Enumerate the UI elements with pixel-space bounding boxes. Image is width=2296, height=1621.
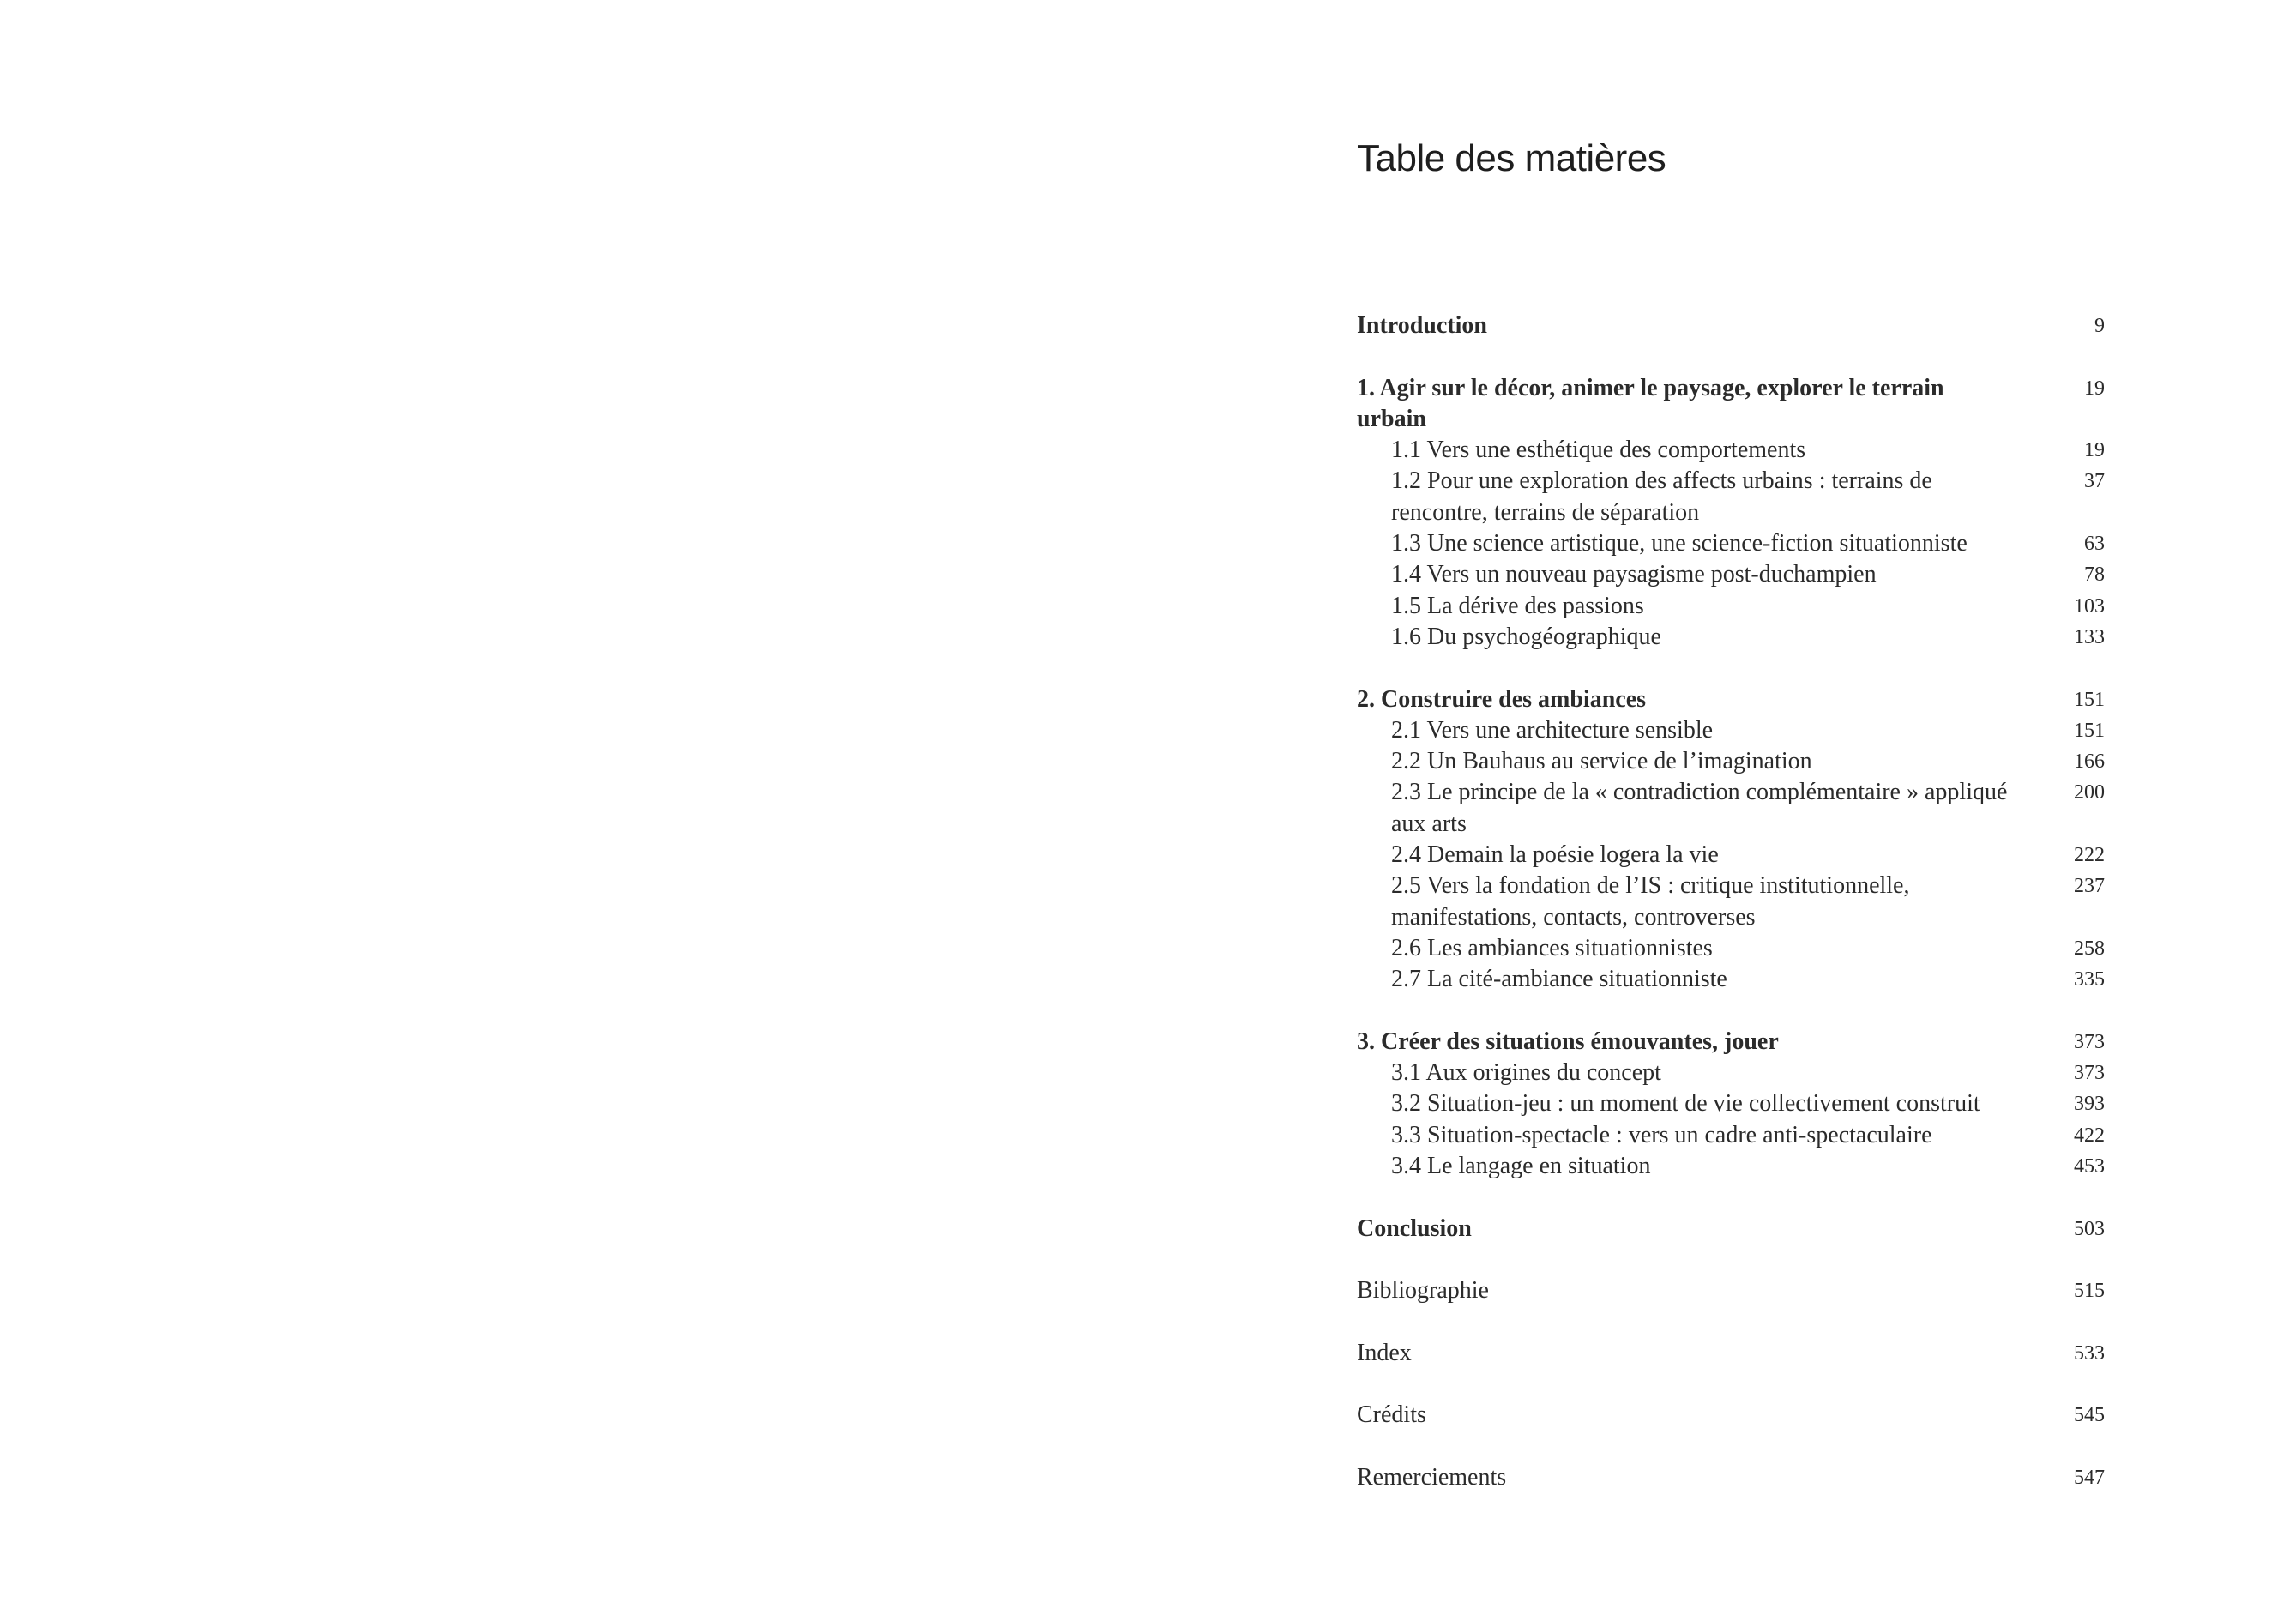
toc-page-number: 373	[2074, 1062, 2105, 1085]
toc-entry-label: Introduction	[1357, 312, 1487, 339]
toc-entry-label: Remerciements	[1357, 1463, 1507, 1491]
toc-entry-heading[interactable]	[1357, 684, 2105, 715]
toc-entry-label: 1.1 Vers une esthétique des comportements	[1391, 437, 1806, 464]
toc-entry-heading[interactable]	[1357, 1027, 2105, 1058]
toc-entry-label: 2.7 La cité-ambiance situationniste	[1391, 966, 1727, 993]
toc-entry-label: 3. Créer des situations émouvantes, jouer	[1357, 1027, 1779, 1055]
toc-entry-label: Crédits	[1357, 1401, 1426, 1429]
toc-page-number: 422	[2074, 1124, 2105, 1147]
section-spacer	[1357, 996, 2105, 1027]
toc-entry-subsection[interactable]	[1357, 466, 2105, 528]
section-spacer	[1357, 1182, 2105, 1213]
toc-entry-subsection[interactable]	[1357, 871, 2105, 933]
toc-entry-heading[interactable]	[1357, 1338, 2105, 1369]
toc-entry-label: 1.2 Pour une exploration des affects urbains : terrains de rencontre, terrains de séparation	[1391, 467, 1932, 526]
toc-entry-subsection[interactable]	[1357, 715, 2105, 746]
toc-entry-label: 3.1 Aux origines du concept	[1391, 1059, 1661, 1087]
toc-entry-label: 3.2 Situation-jeu : un moment de vie collectivement construit	[1391, 1090, 1980, 1118]
toc-entry-subsection[interactable]	[1357, 777, 2105, 840]
toc-entry-label: 2.1 Vers une architecture sensible	[1391, 716, 1714, 744]
toc-entry-subsection[interactable]	[1357, 1151, 2105, 1182]
toc-entry-subsection[interactable]	[1357, 1058, 2105, 1088]
section-spacer	[1357, 1369, 2105, 1400]
toc-page-number: 335	[2074, 968, 2105, 991]
toc-page-number: 37	[2084, 470, 2105, 493]
toc-entry-subsection[interactable]	[1357, 622, 2105, 653]
toc-page-number: 503	[2074, 1217, 2105, 1240]
toc-entry-subsection[interactable]	[1357, 1120, 2105, 1151]
toc-page-number: 151	[2074, 719, 2105, 742]
toc-entry-subsection[interactable]	[1357, 840, 2105, 871]
toc-entry-subsection[interactable]	[1357, 528, 2105, 559]
toc-entry-subsection[interactable]	[1357, 1088, 2105, 1119]
toc-entry-label: 2.4 Demain la poésie logera la vie	[1391, 841, 1719, 869]
toc-page-number: 545	[2074, 1404, 2105, 1427]
toc-entry-label: 3.4 Le langage en situation	[1391, 1153, 1651, 1180]
toc-entry-subsection[interactable]	[1357, 933, 2105, 964]
toc-entry-subsection[interactable]	[1357, 964, 2105, 995]
page-title: Table des matières	[1357, 137, 1666, 179]
toc-entry-heading[interactable]	[1357, 1214, 2105, 1244]
section-spacer	[1357, 1244, 2105, 1275]
toc-entry-label: 3.3 Situation-spectacle : vers un cadre anti-spectaculaire	[1391, 1121, 1932, 1148]
section-spacer	[1357, 341, 2105, 372]
toc-entry-label: Index	[1357, 1339, 1412, 1366]
section-spacer	[1357, 653, 2105, 684]
toc-entry-label: 2.3 Le principe de la « contradiction complémentaire » appliqué aux arts	[1391, 779, 2008, 837]
toc-page-number: 237	[2074, 875, 2105, 898]
toc-entry-heading[interactable]	[1357, 1400, 2105, 1431]
toc-page-number: 373	[2074, 1030, 2105, 1053]
toc-entry-heading[interactable]	[1357, 373, 2105, 436]
toc-page-number: 166	[2074, 750, 2105, 774]
section-spacer	[1357, 1307, 2105, 1338]
toc-page-number: 533	[2074, 1341, 2105, 1365]
toc-page-number: 200	[2074, 781, 2105, 804]
toc-page-number: 453	[2074, 1155, 2105, 1178]
toc-entry-label: 1.4 Vers un nouveau paysagisme post-duchampien	[1391, 561, 1877, 588]
toc-page-number: 19	[2084, 377, 2105, 400]
toc-entry-heading[interactable]	[1357, 1462, 2105, 1493]
toc-page-number: 515	[2074, 1280, 2105, 1303]
toc-page-number: 222	[2074, 844, 2105, 867]
toc-page-number: 393	[2074, 1093, 2105, 1116]
toc-entry-label: 2.5 Vers la fondation de l’IS : critique institutionnelle, manifestations, contacts, controverses	[1391, 872, 1910, 931]
toc-entry-subsection[interactable]	[1357, 746, 2105, 777]
toc-page-number: 547	[2074, 1466, 2105, 1489]
toc-entry-label: 2.2 Un Bauhaus au service de l’imagination	[1391, 748, 1812, 775]
toc-page-number: 258	[2074, 937, 2105, 960]
toc-entry-heading[interactable]	[1357, 1275, 2105, 1306]
toc-entry-label: 1. Agir sur le décor, animer le paysage, explorer le terrain urbain	[1357, 374, 1944, 432]
toc-page-number: 103	[2074, 594, 2105, 618]
toc-page-number: 133	[2074, 625, 2105, 648]
toc-page-number: 63	[2084, 533, 2105, 556]
toc-entry-label: 1.6 Du psychogéographique	[1391, 623, 1661, 650]
toc-entry-label: 1.3 Une science artistique, une science-fiction situationniste	[1391, 530, 1968, 557]
toc-entry-label: Conclusion	[1357, 1214, 1472, 1242]
toc-entry-label: Bibliographie	[1357, 1277, 1489, 1305]
toc-entry-label: 2.6 Les ambiances situationnistes	[1391, 934, 1713, 961]
section-spacer	[1357, 1431, 2105, 1462]
toc-entry-subsection[interactable]	[1357, 559, 2105, 590]
toc-entry-subsection[interactable]	[1357, 591, 2105, 622]
toc-entry-heading[interactable]	[1357, 310, 2105, 341]
toc-page-number: 151	[2074, 688, 2105, 711]
table-of-contents	[1357, 310, 2105, 1493]
toc-entry-subsection[interactable]	[1357, 435, 2105, 466]
toc-entry-label: 2. Construire des ambiances	[1357, 685, 1647, 713]
toc-page-number: 19	[2084, 439, 2105, 462]
toc-entry-label: 1.5 La dérive des passions	[1391, 592, 1644, 619]
toc-page-number: 78	[2084, 563, 2105, 587]
toc-page-number: 9	[2094, 315, 2105, 337]
